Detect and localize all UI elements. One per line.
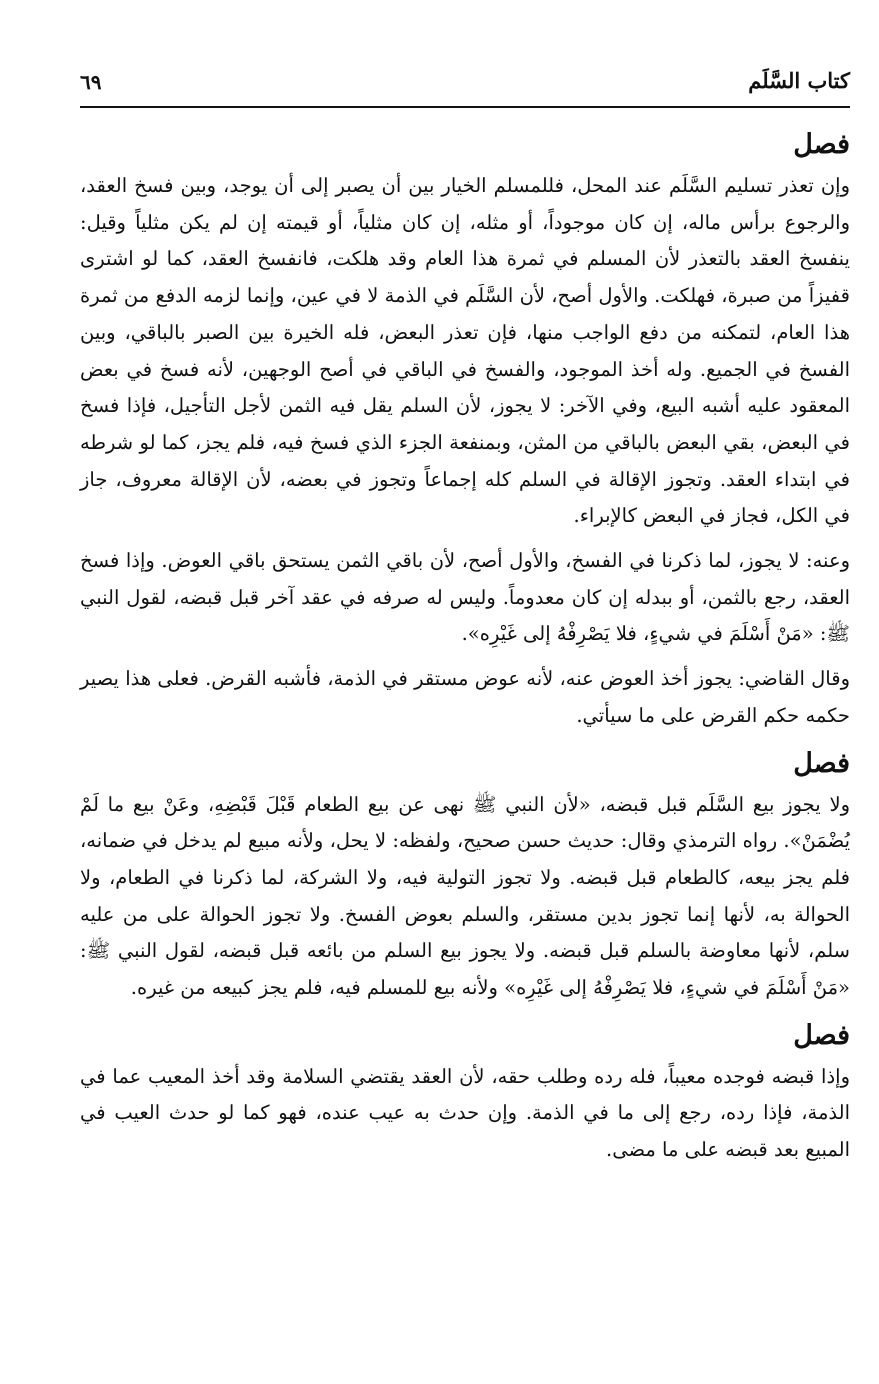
paragraph: وقال القاضي: يجوز أخذ العوض عنه، لأنه عوض مستقر في الذمة، فأشبه القرض. فعلى هذا يصير حكمه حكم القرض على ما سيأتي. <box>80 667 850 727</box>
paragraph: وإن تعذر تسليم السَّلَم عند المحل، فللمسلم الخيار بين أن يصبر إلى أن يوجد، وبين فسخ العقد، والرجوع برأس ماله، إن كان موجوداً، أو مثله، إن كان مثلياً، أو قيمته إن لم يكن مثلياً وقيل: ينفسخ العقد بالتعذر لأن المسلم في ثمرة هذا العام وقد هلكت، فانفسخ العقد، كما لو اشترى قفيزاً من صبرة، فهلكت. والأول أصح، لأن السَّلَم في الذمة لا في عين، وإنما لزمه الدفع من ثمرة هذا العام، لتمكنه من دفع الواجب منها، فإن تعذر البعض، فله الخيرة بين الصبر بالباقي، وبين الفسخ في الجميع. وله أخذ الموجود، والفسخ في الباقي في أصح الوجهين، لأنه فسخ في بعض المعقود عليه أشبه البيع، وفي الآخر: لا يجوز، لأن السلم يقل فيه الثمن لأجل التأجيل، فإذا فسخ في البعض، بقي البعض بالباقي من المثن، وبمنفعة الجزء الذي فسخ فيه، فلم يجز، كما لو شرطه في ابتداء العقد. وتجوز الإقالة في السلم كله إجماعاً وتجوز في بعضه، لأن الإقالة معروف، جاز في الكل، فجاز في البعض كالإبراء. <box>80 174 850 528</box>
paragraph: وعنه: لا يجوز، لما ذكرنا في الفسخ، والأول أصح، لأن باقي الثمن يستحق باقي العوض. وإذا فسخ العقد، رجع بالثمن، أو ببدله إن كان معدوماً. وليس له صرفه في عقد آخر قبل قبضه، لقول النبي ﷺ: «مَنْ أَسْلَمَ في شيءٍ، فلا يَصْرِفْهُ إلى غَيْرِه». <box>80 549 850 646</box>
section-heading: فصل <box>793 129 850 160</box>
section-heading: فصل <box>793 747 850 779</box>
section-heading: فصل <box>793 1019 850 1051</box>
running-title: كتاب السَّلَم <box>748 68 850 93</box>
section-3 <box>80 1013 850 1169</box>
page-number: ٦٩ <box>80 70 102 94</box>
paragraph: وإذا قبضه فوجده معيباً، فله رده وطلب حقه، لأن العقد يقتضي السلامة وقد أخذ المعيب عما في الذمة، فإذا رده، رجع إلى ما في الذمة. وإن حدث به عيب عنده، فهو كما لو حدث العيب في المبيع بعد قبضه على ما مضى. <box>80 1064 850 1162</box>
section-1 <box>80 122 850 735</box>
running-header <box>80 66 850 108</box>
paragraph: ولا يجوز بيع السَّلَم قبل قبضه، «لأن النبي ﷺ نهى عن بيع الطعام قَبْلَ قَبْضِهِ، وعَنْ بيع ما لَمْ يُضْمَنْ». رواه الترمذي وقال: حديث حسن صحيح، ولفظه: لا يحل، ولأنه مبيع لم يدخل في ضمانه، فلم يجز بيعه، كالطعام قبل قبضه. ولا تجوز التولية فيه، ولا الشركة، لما ذكرنا في الطعام، ولا الحوالة به، لأنها إنما تجوز بدين مستقر، والسلم بعوض الفسخ. ولا تجوز الحوالة على من عليه سلم، لأنها معاوضة بالسلم قبل قبضه. ولا يجوز بيع السلم من بائعه قبل قبضه، لقول النبي ﷺ: «مَنْ أَسْلَمَ في شيءٍ، فلا يَصْرِفْهُ إلى غَيْرِه» ولأنه بيع للمسلم فيه، فلم يجز كبيعه من غيره. <box>80 792 850 1000</box>
section-2 <box>80 741 850 1007</box>
page-body <box>80 122 850 1175</box>
